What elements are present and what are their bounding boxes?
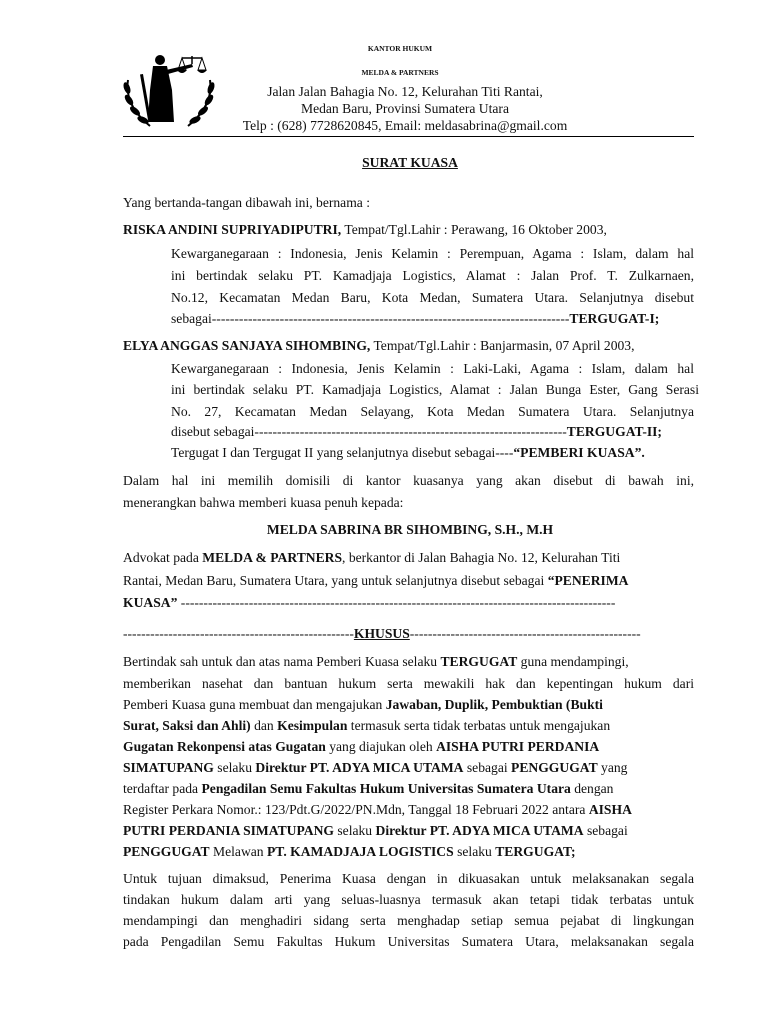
- letterhead: [0, 0, 768, 140]
- khusus-heading: KHUSUS: [353, 626, 410, 641]
- firm-contact: Telp : (628) 7728620845, Email: meldasabrina@gmail.com: [242, 118, 568, 133]
- body2-line2: tindakan hukum dalam arti yang seluas-luasnya termasuk akan tetapi tidak terbatas untuk: [123, 892, 694, 907]
- body2-line4: pada Pengadilan Semu Fakultas Hukum Universitas Sumatera Utara, melaksanakan segala: [123, 934, 694, 949]
- party1-name: RISKA ANDINI SUPRIYADIPUTRI,: [123, 222, 342, 237]
- advokat-line1: Advokat pada MELDA & PARTNERS, berkantor di Jalan Bahagia No. 12, Kelurahan Titi: [123, 550, 621, 565]
- firm-label: KANTOR HUKUM: [367, 44, 433, 53]
- body2-line3: mendampingi dan menghadiri sidang serta menghadap setiap semua pejabat di lingkungan: [123, 913, 694, 928]
- pemberi-kuasa-label: “PEMBERI KUASA”.: [513, 445, 645, 460]
- party2-name: ELYA ANGGAS SANJAYA SIHOMBING,: [123, 338, 371, 353]
- firm-address-2: Medan Baru, Provinsi Sumatera Utara: [300, 101, 509, 116]
- body2-line1: Untuk tujuan dimaksud, Penerima Kuasa dengan in dikuasakan untuk melaksanakan segala: [123, 871, 694, 886]
- body1-line5: Gugatan Rekonpensi atas Gugatan yang diajukan oleh AISHA PUTRI PERDANIA: [123, 739, 600, 754]
- party1-line2: Kewarganegaraan : Indonesia, Jenis Kelamin : Perempuan, Agama : Islam, dalam hal: [171, 246, 694, 261]
- domicile-line1: Dalam hal ini memilih domisili di kantor kuasanya yang akan disebut di bawah ini,: [123, 473, 694, 488]
- advokat-line3: KUASA” ------------------------------------------------------------------------------------------------: [123, 595, 616, 610]
- party2-line4: No. 27, Kecamatan Medan Selayang, Kota Medan Sumatera Utara. Selanjutnya: [171, 404, 694, 419]
- body1-line7: terdaftar pada Pengadilan Semu Fakultas Hukum Universitas Sumatera Utara dengan: [123, 781, 614, 796]
- attorney-name: MELDA SABRINA BR SIHOMBING, S.H., M.H: [266, 522, 554, 537]
- party1-line5: sebagai-------------------------------------------------------------------------------TERGUGAT-I;: [171, 311, 660, 326]
- body1-line1: Bertindak sah untuk dan atas nama Pemberi Kuasa selaku TERGUGAT guna mendampingi,: [123, 654, 629, 669]
- body1-line3: Pemberi Kuasa guna membuat dan mengajukan Jawaban, Duplik, Pembuktian (Bukti: [123, 697, 603, 712]
- party1-role: TERGUGAT-I;: [569, 311, 660, 326]
- body1-line6: SIMATUPANG selaku Direktur PT. ADYA MICA UTAMA sebagai PENGGUGAT yang: [123, 760, 628, 775]
- firm-address-1: Jalan Jalan Bahagia No. 12, Kelurahan Titi Rantai,: [267, 84, 543, 99]
- body1-line8: Register Perkara Nomor.: 123/Pdt.G/2022/PN.Mdn, Tanggal 18 Februari 2022 antara AISHA: [123, 802, 632, 817]
- document-title: SURAT KUASA: [362, 155, 458, 170]
- party1-line4: No.12, Kecamatan Medan Baru, Kota Medan, Sumatera Utara. Selanjutnya disebut: [171, 290, 694, 305]
- body1-line9: PUTRI PERDANIA SIMATUPANG selaku Direktur PT. ADYA MICA UTAMA sebagai: [123, 823, 628, 838]
- khusus-line: ---------------------------------------------------KHUSUS---------------------------------------------------: [123, 626, 641, 641]
- party2-role: TERGUGAT-II;: [566, 424, 662, 439]
- advokat-line2: Rantai, Medan Baru, Sumatera Utara, yang untuk selanjutnya disebut sebagai “PENERIMA: [123, 573, 629, 588]
- domicile-line2: menerangkan bahwa memberi kuasa penuh kepada:: [123, 495, 404, 510]
- party2-line1: ELYA ANGGAS SANJAYA SIHOMBING, Tempat/Tgl.Lahir : Banjarmasin, 07 April 2003,: [123, 338, 635, 353]
- party2-line2: Kewarganegaraan : Indonesia, Jenis Kelamin : Laki-Laki, Agama : Islam, dalam hal: [171, 361, 694, 376]
- intro-text: Yang bertanda-tangan dibawah ini, bernama :: [123, 195, 371, 210]
- letterhead-divider: [123, 136, 694, 137]
- body1-line2: memberikan nasehat dan bantuan hukum serta mewakili hak dan kepentingan hukum dari: [123, 676, 694, 691]
- body1-line10: PENGGUGAT Melawan PT. KAMADJAJA LOGISTICS selaku TERGUGAT;: [123, 844, 576, 859]
- party1-line1: RISKA ANDINI SUPRIYADIPUTRI, Tempat/Tgl.Lahir : Perawang, 16 Oktober 2003,: [123, 222, 607, 237]
- party2-line5: disebut sebagai---------------------------------------------------------------------TERGUGAT-II;: [171, 424, 662, 439]
- party2-line6: Tergugat I dan Tergugat II yang selanjutnya disebut sebagai----“PEMBERI KUASA”.: [171, 445, 645, 460]
- body1-line4: Surat, Saksi dan Ahli) dan Kesimpulan termasuk serta tidak terbatas untuk mengajukan: [123, 718, 611, 733]
- party1-line3: ini bertindak selaku PT. Kamadjaja Logistics, Alamat : Jalan Prof. T. Zulkarnaen,: [171, 268, 694, 283]
- party2-line3: ini bertindak selaku PT. Kamadjaja Logistics, Alamat : Jalan Bunga Ester, Gang Serasi: [171, 382, 699, 397]
- firm-name: MELDA & PARTNERS: [361, 68, 439, 77]
